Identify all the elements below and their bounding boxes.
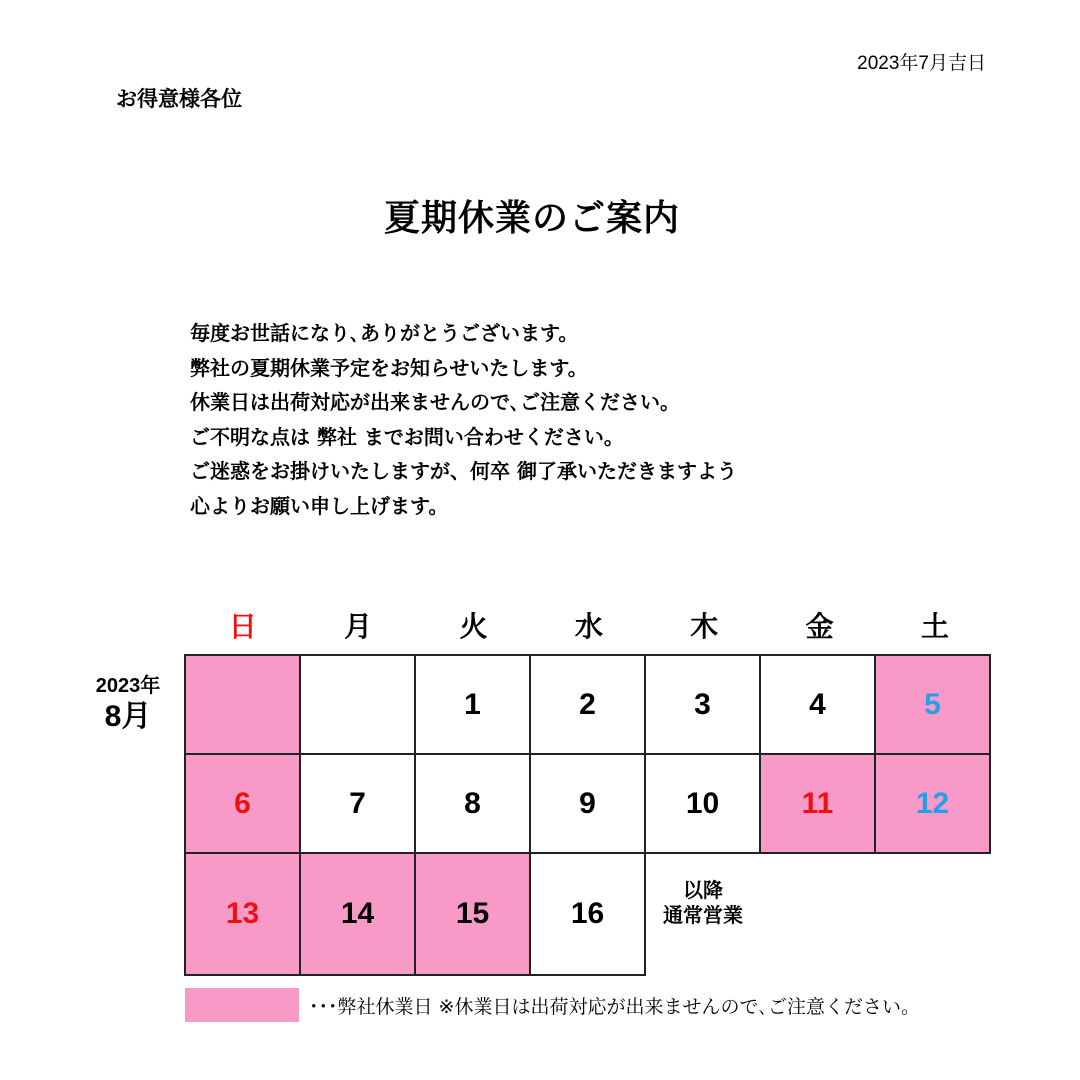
calendar-day-cell: 3 — [645, 655, 760, 754]
weekday-tuesday: 火 — [459, 610, 488, 643]
calendar-day-cell: 10 — [645, 754, 760, 853]
weekday-sunday: 日 — [228, 610, 257, 643]
empty-cell — [875, 853, 990, 975]
calendar-day-cell: 7 — [300, 754, 415, 853]
message-line: 休業日は出荷対応が出来ませんので､ご注意ください。 — [190, 390, 680, 414]
calendar-week — [185, 853, 990, 975]
message-line: 毎度お世話になり､ありがとうございます。 — [190, 321, 579, 345]
calendar-day-cell: 9 — [530, 754, 645, 853]
weekday-wednesday: 水 — [574, 610, 603, 643]
legend-text: ･･･弊社休業日 ※休業日は出荷対応が出来ませんので､ご注意ください。 — [309, 995, 920, 1018]
calendar-grid — [184, 654, 991, 976]
calendar-day-cell: 2 — [530, 655, 645, 754]
month-label — [86, 676, 170, 732]
resume-note-line: 以降 — [683, 878, 723, 902]
calendar-day-cell: 15 — [415, 853, 530, 975]
calendar-day-cell: 13 — [185, 853, 300, 975]
weekday-thursday: 木 — [690, 610, 719, 643]
resume-note — [645, 853, 760, 975]
weekday-saturday: 土 — [921, 610, 950, 643]
year-label: 2023年 — [95, 675, 161, 697]
message-line: ご不明な点は 弊社 までお問い合わせください。 — [190, 424, 624, 449]
calendar-week — [185, 655, 990, 754]
recipient-line: お得意様各位 — [116, 86, 242, 111]
calendar-day-cell: 16 — [530, 853, 645, 975]
calendar-day-cell — [185, 655, 300, 754]
calendar-day-cell: 4 — [760, 655, 875, 754]
calendar-week — [185, 754, 990, 853]
message-line: ご迷惑をお掛けいたしますが、何卒 御了承いただきますよう — [190, 459, 737, 483]
calendar-day-cell: 1 — [415, 655, 530, 754]
empty-cell — [760, 853, 875, 975]
calendar-day-cell — [300, 655, 415, 754]
document-date: 2023年7月吉日 — [857, 53, 986, 74]
page-title: 夏期休業のご案内 — [383, 197, 680, 239]
legend-holiday-swatch — [185, 988, 299, 1022]
message-line: 心よりお願い申し上げます。 — [190, 493, 449, 518]
calendar-day-cell: 5 — [875, 655, 990, 754]
resume-note-line: 通常営業 — [663, 903, 743, 927]
calendar-day-cell: 8 — [415, 754, 530, 853]
weekday-header — [185, 605, 993, 645]
calendar-day-cell: 14 — [300, 853, 415, 975]
weekday-monday: 月 — [344, 610, 373, 643]
calendar-day-cell: 6 — [185, 754, 300, 853]
calendar-day-cell: 12 — [875, 754, 990, 853]
weekday-friday: 金 — [805, 610, 834, 643]
calendar-day-cell: 11 — [760, 754, 875, 853]
message-body — [190, 316, 737, 523]
month-name: 8月 — [104, 700, 152, 733]
legend — [185, 988, 920, 1022]
message-line: 弊社の夏期休業予定をお知らせいたします。 — [190, 355, 588, 380]
